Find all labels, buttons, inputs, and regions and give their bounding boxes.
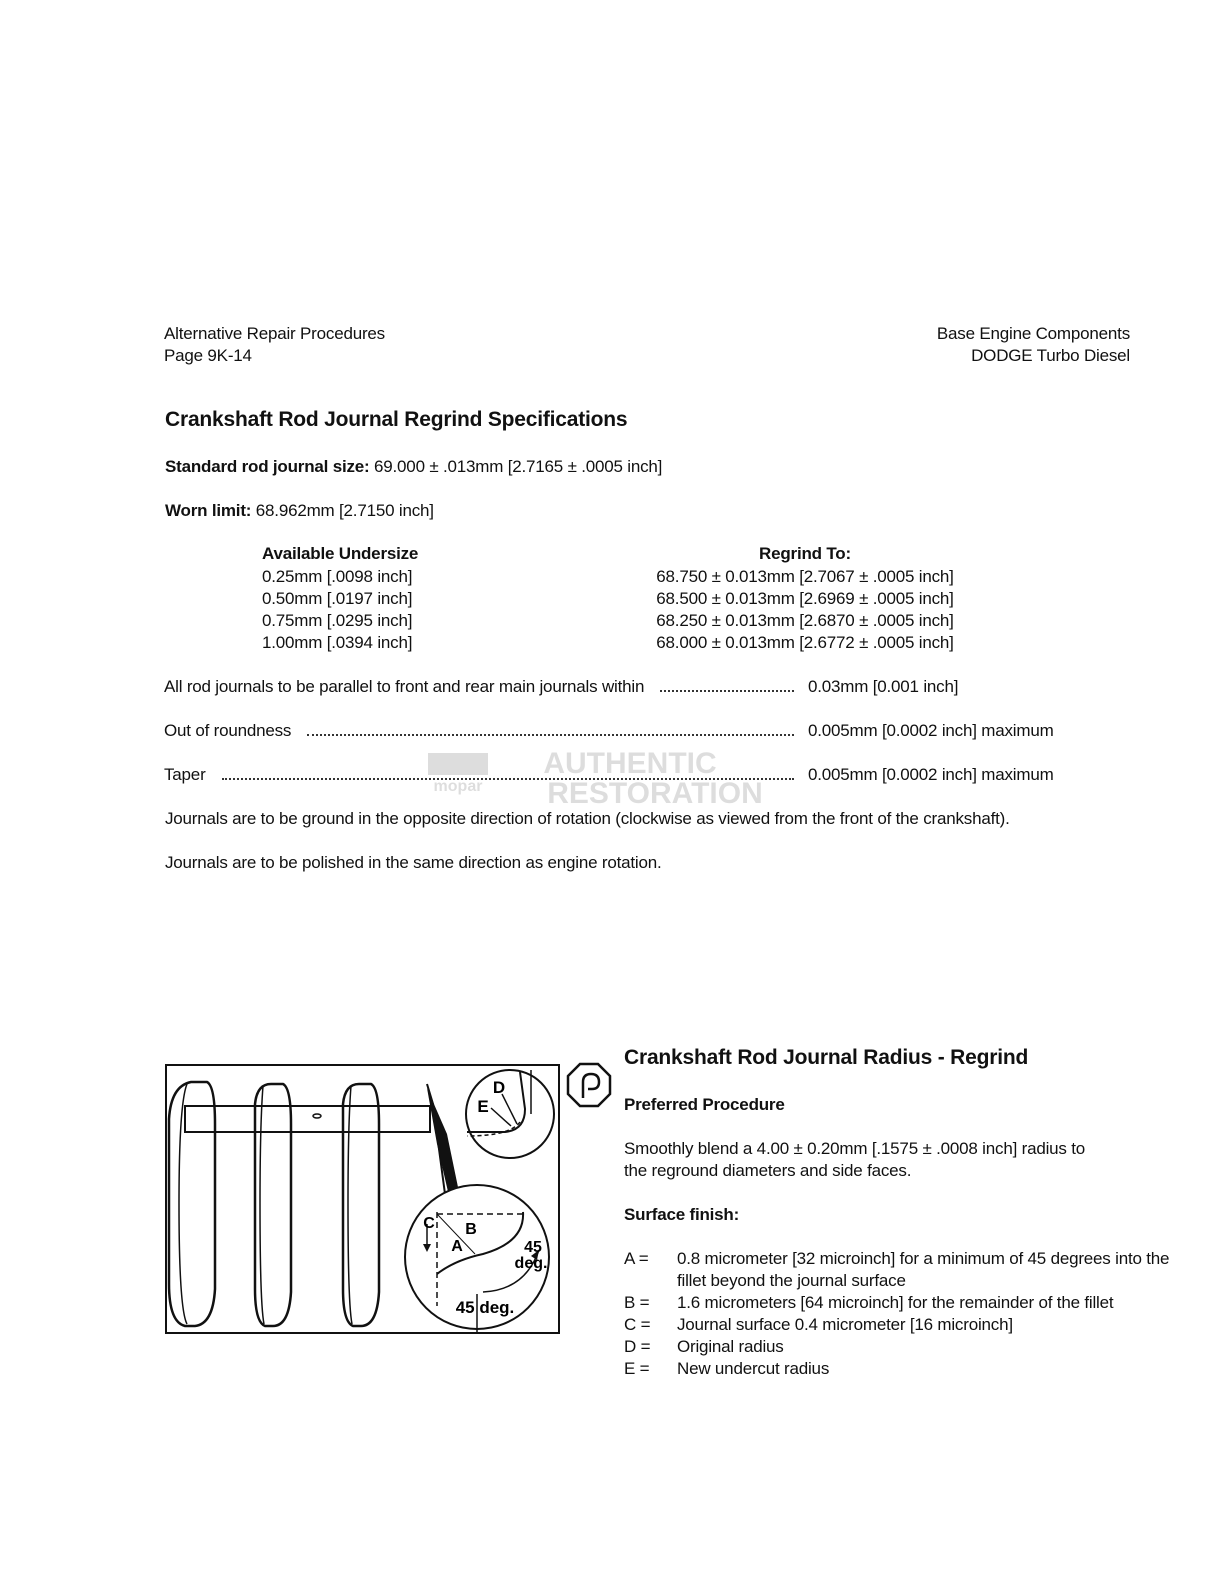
worn-limit-label: Worn limit:: [165, 501, 252, 520]
header-right: [780, 323, 1130, 367]
legend-item: [624, 1314, 1177, 1336]
polishing-note: Journals are to be polished in the same direction as engine rotation.: [165, 853, 662, 872]
roundness-spec-row: [164, 720, 1080, 742]
standard-size-value: 69.000 ± .013mm [2.7165 ± .0005 inch]: [369, 457, 663, 476]
label-deg: deg.: [514, 1255, 548, 1272]
legend-item: [624, 1248, 1177, 1292]
legend-text: Original radius: [677, 1337, 784, 1356]
page-title: Crankshaft Rod Journal Regrind Specifications: [165, 408, 628, 431]
worn-limit-value: 68.962mm [2.7150 inch]: [251, 501, 434, 520]
legend-text: Journal surface 0.4 micrometer [16 microinch]: [677, 1315, 1013, 1334]
header-vehicle: DODGE Turbo Diesel: [971, 346, 1130, 365]
spec-label: All rod journals to be parallel to front and rear main journals within: [164, 677, 645, 696]
wrench-procedure-icon: [566, 1062, 612, 1108]
spec-value: 0.03mm [0.001 inch]: [808, 677, 959, 696]
watermark-brand: mopar: [433, 778, 483, 795]
regrind-cell: 68.750 ± 0.013mm [2.7067 ± .0005 inch]: [656, 567, 954, 586]
standard-size-label: Standard rod journal size:: [165, 457, 370, 476]
label-b: B: [465, 1221, 477, 1238]
legend-key: B =: [624, 1293, 650, 1312]
legend-item: [624, 1336, 1177, 1358]
spec-value: 0.005mm [0.0002 inch] maximum: [808, 721, 1054, 740]
dot-leader: [660, 689, 794, 692]
worn-limit-line: [165, 500, 434, 522]
label-c: C: [423, 1215, 435, 1232]
undersize-cell: 0.50mm [.0197 inch]: [262, 589, 413, 608]
regrind-cell: 68.000 ± 0.013mm [2.6772 ± .0005 inch]: [656, 633, 954, 652]
legend-text: New undercut radius: [677, 1359, 830, 1378]
label-45: 45: [524, 1239, 542, 1256]
legend-key: C =: [624, 1315, 651, 1334]
parallel-spec-row: [164, 676, 1080, 698]
dot-leader: [307, 733, 794, 736]
spec-value: 0.005mm [0.0002 inch] maximum: [808, 765, 1054, 784]
watermark-line2: RESTORATION: [547, 777, 763, 807]
header-manual-title: Alternative Repair Procedures: [164, 324, 385, 343]
undersize-cell: 0.75mm [.0295 inch]: [262, 611, 413, 630]
legend-item: [624, 1358, 1177, 1380]
label-a: A: [451, 1238, 463, 1255]
regrind-header: Regrind To:: [759, 544, 851, 563]
legend-key: D =: [624, 1337, 651, 1356]
header-section: Base Engine Components: [936, 324, 1130, 343]
radius-paragraph-line2: the reground diameters and side faces.: [624, 1161, 912, 1180]
undersize-cell: 0.25mm [.0098 inch]: [262, 567, 413, 586]
watermark: [420, 745, 800, 807]
legend-text: 0.8 micrometer [32 microinch] for a minimum of 45 degrees into the fillet beyond the journal surface: [677, 1249, 1170, 1290]
standard-size-line: [165, 456, 662, 478]
spec-label: Out of roundness: [164, 721, 292, 740]
preferred-procedure: Preferred Procedure: [624, 1095, 785, 1114]
grinding-note: Journals are to be ground in the opposite direction of rotation (clockwise as viewed from the front of the crankshaft).: [165, 809, 1010, 828]
undersize-cell: 1.00mm [.0394 inch]: [262, 633, 413, 652]
regrind-cell: 68.250 ± 0.013mm [2.6870 ± .0005 inch]: [656, 611, 954, 630]
watermark-block: [428, 753, 488, 775]
header-left: [164, 323, 385, 367]
label-e: E: [477, 1097, 489, 1116]
watermark-line1: AUTHENTIC: [543, 747, 717, 780]
radius-paragraph-line1: Smoothly blend a 4.00 ± 0.20mm [.1575 ± .0008 inch] radius to: [624, 1139, 1086, 1158]
label-d: D: [492, 1078, 506, 1097]
legend-text: 1.6 micrometers [64 microinch] for the remainder of the fillet: [677, 1293, 1114, 1312]
section2-title: Crankshaft Rod Journal Radius - Regrind: [624, 1046, 1029, 1069]
undersize-header: Available Undersize: [262, 544, 419, 563]
header-page-number: Page 9K-14: [164, 346, 252, 365]
legend-item: [624, 1292, 1177, 1314]
label-45-deg: 45 deg.: [455, 1298, 515, 1317]
crankshaft-fillet-figure: [165, 1064, 560, 1334]
legend-key: E =: [624, 1359, 650, 1378]
surface-finish-label: Surface finish:: [624, 1205, 740, 1224]
legend-key: A =: [624, 1249, 649, 1268]
regrind-cell: 68.500 ± 0.013mm [2.6969 ± .0005 inch]: [656, 589, 954, 608]
spec-label: Taper: [164, 765, 206, 784]
